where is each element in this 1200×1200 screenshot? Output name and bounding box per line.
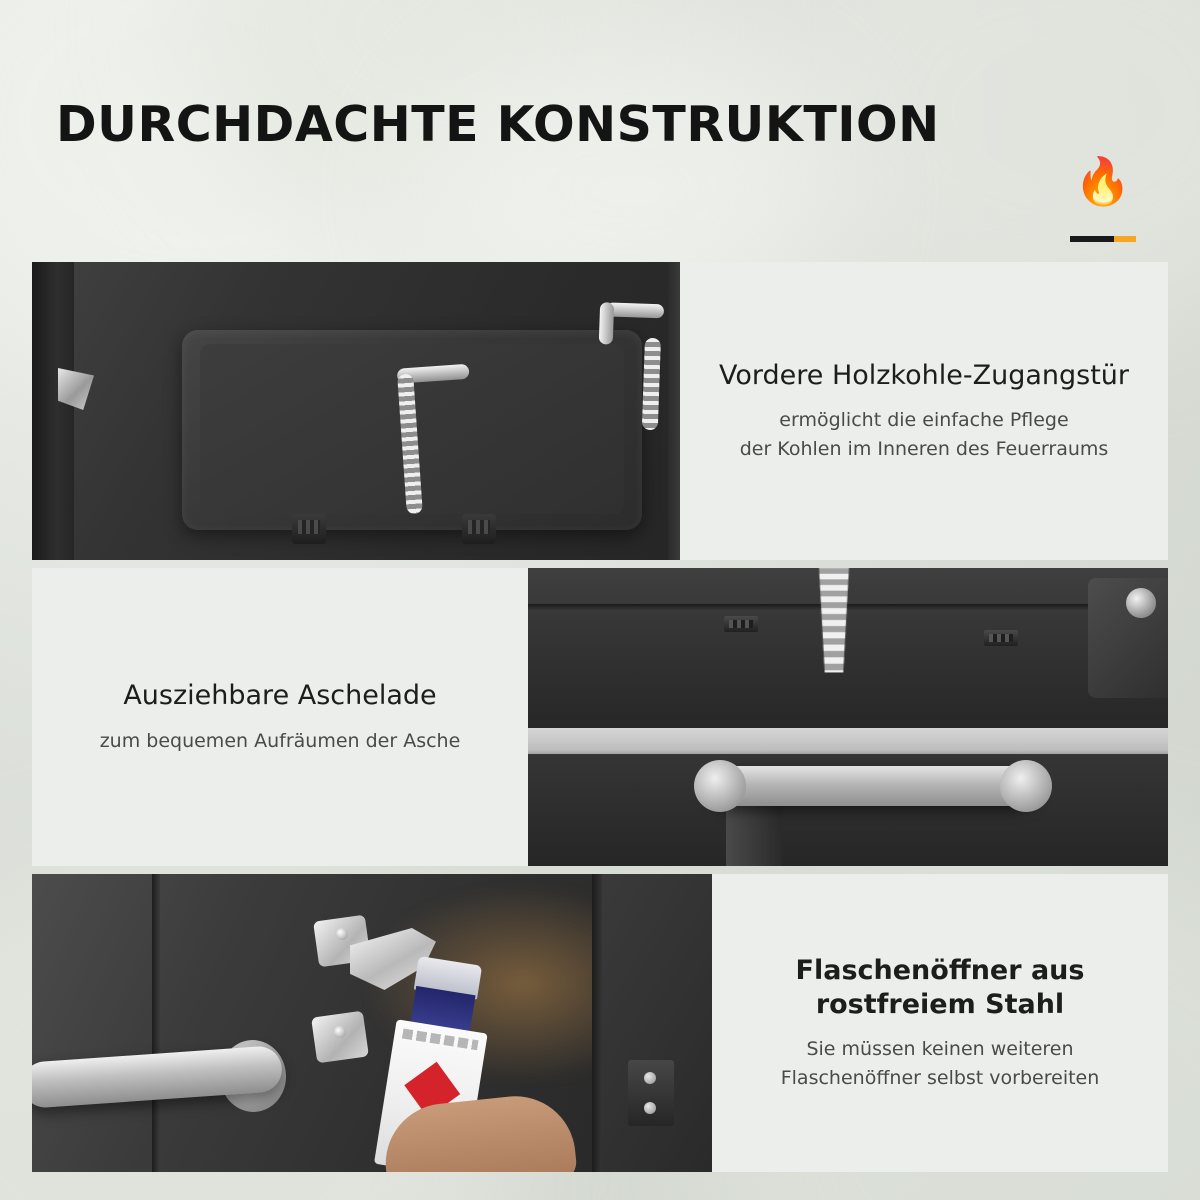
lid-clip (984, 630, 1018, 646)
page-title: DURCHDACHTE KONSTRUKTION (56, 96, 940, 153)
lid-seam (528, 604, 1168, 611)
brand-logo (1058, 148, 1148, 248)
hinge-rivet (644, 1072, 656, 1084)
ash-drawer-handle (708, 766, 1038, 806)
door-seam (592, 874, 602, 1172)
feature-subtitle-line2: Flaschenöffner selbst vorbereiten (780, 1066, 1100, 1089)
feature-title (796, 954, 1085, 1022)
feature-caption-ash-drawer (32, 568, 528, 866)
brand-bar-dark (1070, 236, 1114, 242)
handle-arm (606, 302, 664, 318)
feature-title-line2: rostfreiem Stahl (815, 988, 1065, 1020)
feature-title: Vordere Holzkohle-Zugangstür (718, 359, 1130, 391)
ash-drawer-photo (528, 568, 1168, 866)
brand-underline (1070, 236, 1136, 242)
bottle-label-text (402, 1028, 479, 1050)
feature-subtitle-line1: ermöglicht die einfache Pflege (779, 409, 1069, 432)
grill-lid (528, 568, 1168, 728)
feature-subtitle (100, 727, 461, 756)
door-hinge (462, 514, 496, 544)
handle-arm-vertical (599, 302, 614, 344)
handle-spring-grip (642, 338, 661, 431)
feature-caption-bottle-opener (712, 874, 1168, 1172)
frame-post (152, 874, 160, 1172)
feature-caption-charcoal-door (680, 262, 1168, 560)
bottle-opener-photo (32, 874, 712, 1172)
charcoal-access-door-photo (32, 262, 680, 560)
door-hinge-block (628, 1060, 674, 1126)
feature-row-ash-drawer (32, 568, 1168, 866)
feature-title: Ausziehbare Aschelade (123, 679, 437, 711)
grill-right-edge (668, 262, 680, 560)
hinge-rivet (644, 1102, 656, 1114)
feature-row-bottle-opener (32, 874, 1168, 1172)
door-hinge (292, 514, 326, 544)
lid-clip (724, 616, 758, 632)
feature-subtitle-line1: Sie müssen keinen weiteren (806, 1038, 1074, 1061)
feature-subtitle (740, 406, 1109, 463)
side-door-panel (602, 874, 712, 1172)
grill-left-edge (32, 262, 74, 560)
feature-title-line1: Flaschenöffner aus (795, 954, 1085, 986)
grill-leg (726, 806, 782, 866)
brand-bar-accent (1114, 236, 1136, 242)
feature-subtitle-line1: zum bequemen Aufräumen der Asche (99, 729, 461, 752)
opener-screw (334, 1026, 346, 1038)
feature-subtitle (781, 1035, 1100, 1092)
flame-icon: 🔥 (1074, 154, 1132, 208)
feature-subtitle-line2: der Kohlen im Inneren des Feuerraums (739, 437, 1109, 460)
opener-screw (336, 928, 348, 940)
lid-bolt (1126, 588, 1156, 618)
feature-row-charcoal-door (32, 262, 1168, 560)
